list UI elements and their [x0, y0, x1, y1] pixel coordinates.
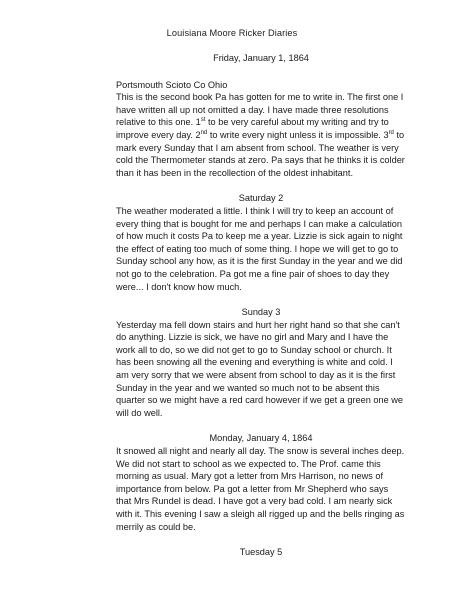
- entry-body: [116, 91, 406, 179]
- ordinal-suffix: nd: [200, 129, 208, 136]
- spacer: [116, 179, 406, 192]
- spacer: [116, 533, 406, 546]
- spacer: [116, 293, 406, 306]
- spacer: [116, 419, 406, 432]
- spacer: [116, 65, 406, 79]
- entry-body-part: This is the second book Pa has gotten for me to write in. The first one I have written all up not omitted a day. I have made three resolutions relative to this one. 1: [116, 92, 404, 128]
- ordinal-suffix: rd: [388, 129, 394, 136]
- entry-body: It snowed all night and nearly all day. The snow is several inches deep. We did not start to school as we expected to. The Prof. came this morning as usual. Mary got a letter from Mrs Harrison, no news of importance from below. Pa got a letter from Mr Shepherd who says that Mrs Rundel is dead. I have got a very bad cold. I am nearly sick with it. This evening I saw a sleigh all rigged up and the bells ringing as merrily as could be.: [116, 446, 405, 532]
- entry-date: Sunday 3: [241, 307, 281, 318]
- entry-date: Saturday 2: [238, 193, 284, 204]
- entry-date: Friday, January 1, 1864: [213, 53, 309, 63]
- entry-date: Monday, January 4, 1864: [209, 433, 313, 444]
- entry-body-part: to mark every Sunday that I am absent from school. The weather is very cold the Thermometer stands at zero. Pa says that he thinks it is colder than it has been in the recollection of the oldest inhabitant.: [116, 129, 405, 178]
- entry-body-part: to be very careful about my writing and try to improve every day. 2: [116, 117, 389, 140]
- entry-date: Tuesday 5: [239, 547, 283, 558]
- document-header: Louisiana Moore Ricker Diaries: [166, 28, 298, 38]
- ordinal-suffix: st: [200, 117, 206, 124]
- entry-body: The weather moderated a little. I think I will try to keep an account of every thing that is bought for me and perhaps I can make a calculation of how much it costs Pa to keep me a year. Lizzie is sick again to night the effect of eating too much of some thing. I hope we will get to go to Sunday school any how, as it is the first Sunday in the year and we did not go to the celebration. Pa got me a fine pair of shoes to day they were... I don't know how much.: [116, 205, 403, 292]
- entry-place: Portsmouth Scioto Co Ohio: [116, 79, 228, 90]
- entry-body-part: to write every night unless it is impossible. 3: [207, 129, 389, 140]
- entry-body: Yesterday ma fell down stairs and hurt her right hand so that she can't do anything. Lizzie is sick, we have no girl and Mary and I have the work all to do, so we did not get to go to Sunday school or church. It has been snowing all the evening and everything is white and cold. I am very sorry that we were absent from school to day as it is the first Sunday in the year and we wanted so much not to be absent this quarter so we might have a red card however if we get a green one we will do well.: [116, 319, 404, 418]
